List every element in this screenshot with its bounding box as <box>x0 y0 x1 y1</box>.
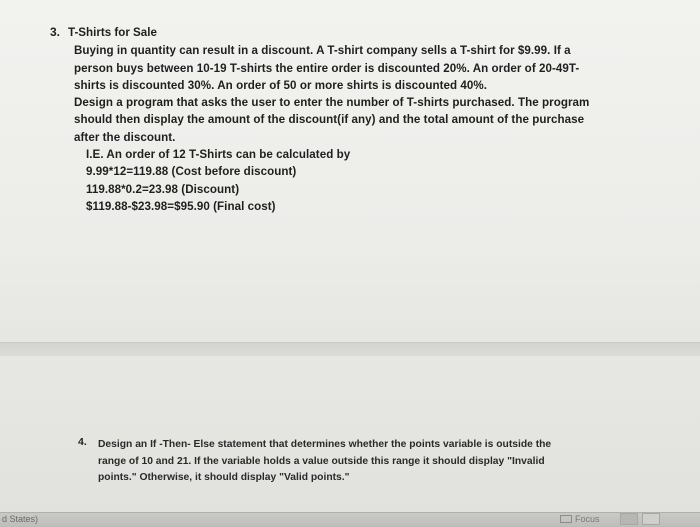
question-3-body-line: should then display the amount of the discount(if any) and the total amount of the purchase <box>74 113 585 127</box>
example-line: $119.88-$23.98=$95.90 (Final cost) <box>86 199 276 213</box>
question-4-line: points." Otherwise, it should display "Valid points." <box>98 472 350 483</box>
question-4-line: range of 10 and 21. If the variable holds a value outside this range it should display "Invalid <box>98 455 545 467</box>
print-layout-view-button[interactable] <box>620 513 638 525</box>
focus-button[interactable] <box>560 514 600 524</box>
example-line: 119.88*0.2=23.98 (Discount) <box>86 182 240 196</box>
focus-label: Focus <box>575 514 600 524</box>
page-break <box>0 342 700 357</box>
question-4-number: 4. <box>78 436 87 448</box>
example-line: I.E. An order of 12 T-Shirts can be calculated by <box>86 148 351 162</box>
question-3-number: 3. <box>50 25 61 39</box>
question-3-title: T-Shirts for Sale <box>68 26 157 39</box>
question-3-body-line: shirts is discounted 30%. An order of 50 or more shirts is discounted 40%. <box>74 78 488 92</box>
question-4-line: Design an If -Then- Else statement that determines whether the points variable is outside the <box>98 439 552 450</box>
example-line: 9.99*12=119.88 (Cost before discount) <box>86 165 297 179</box>
question-3-example <box>74 146 628 215</box>
language-indicator[interactable]: d States) <box>2 514 39 524</box>
question-3-body-line: person buys between 10-19 T-shirts the entire order is discounted 20%. An order of 20-49T- <box>74 61 580 75</box>
question-4 <box>98 437 618 487</box>
page-lower-section <box>0 356 700 512</box>
question-3-body <box>68 42 628 215</box>
question-3-body-line: Buying in quantity can result in a discount. A T-shirt company sells a T-shirt for $9.99. If a <box>74 44 571 58</box>
question-3-body-line: Design a program that asks the user to enter the number of T-shirts purchased. The program <box>74 96 590 110</box>
question-3 <box>68 24 628 215</box>
focus-icon <box>560 515 572 523</box>
view-buttons <box>620 513 660 525</box>
status-bar <box>0 512 700 527</box>
question-3-body-line: after the discount. <box>74 130 176 144</box>
web-layout-view-button[interactable] <box>642 513 660 525</box>
